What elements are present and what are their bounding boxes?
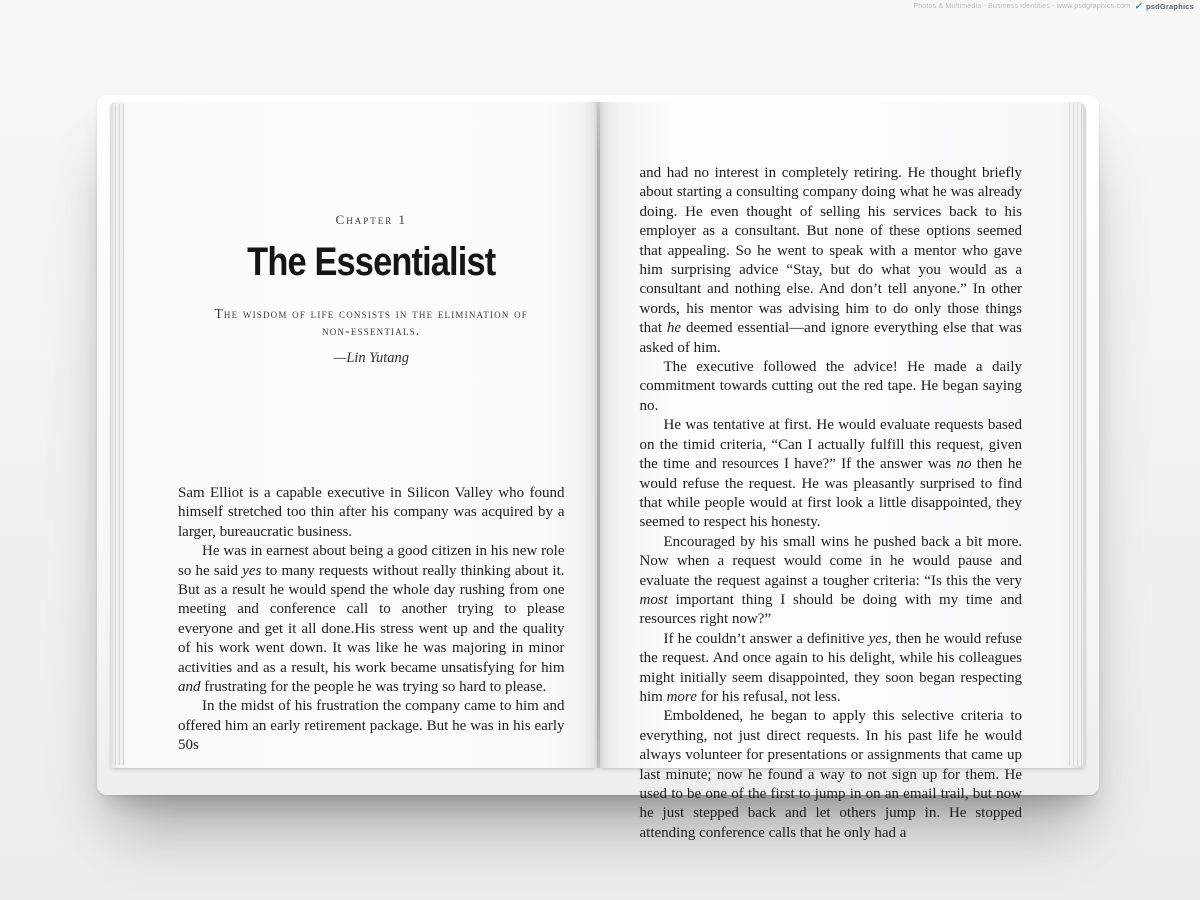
paragraph: and had no interest in completely retiring. He thought briefly about starting a consulting company doing what he was already doing. He even thought of selling his services back to his employer as a consultant. But none of these options seemed that appealing. So he went to speak with a mentor who gave him surprising advice “Stay, but do what you would as a consultant and nothing else. And don’t tell anyone.” In other words, his mentor was advising him to do only those things that he deemed essential—and ignore everything else that was asked of him. — [639, 165, 1022, 356]
paragraph: He was tentative at first. He would evaluate requests based on the timid criteria, “Can I actually fulfill this request, given the time and resources I have?” If the answer was no then he would refuse the request. He was pleasantly surprised to find that while people would at first look a little disappointed, they seemed to respect his honesty. — [639, 417, 1023, 531]
watermark — [913, 2, 1194, 11]
right-page — [600, 102, 1087, 841]
watermark-text: Photos & Multimedia - Business identities - www.psdgraphics.com — [913, 3, 1131, 10]
epigraph-attribution: —Lin Yutang — [333, 350, 410, 366]
left-page-body — [178, 484, 565, 756]
psdgraphics-logo-icon: ✓ — [1134, 1, 1142, 11]
right-page-content — [639, 102, 1023, 841]
watermark-brand: psdGraphics — [1145, 2, 1194, 11]
paragraph: Encouraged by his small wins he pushed back a bit more. Now when a request would come in he would pause and evaluate the request against a tougher criteria: “Is this the very most important thing I should be doing with my time and resources right now?” — [639, 533, 1022, 628]
paragraph: Sam Elliot is a capable executive in Silicon Valley who found himself stretched too thin after his company was acquired by a larger, bureaucratic business. — [178, 485, 565, 540]
left-page-content — [178, 102, 565, 768]
left-page — [110, 102, 597, 768]
paragraph: He was in earnest about being a good citizen in his new role so he said yes to many requests without really thinking about it. But as a result he would spend the whole day rushing from one meeting and conference call to another trying to please everyone and get it all done.His stress went up and the quality of his work went down. It was like he was majoring in minor activities and as a result, his work became unsatisfying for him and frustrating for the people he was trying so hard to please. — [178, 543, 565, 696]
page-spread — [110, 102, 1086, 841]
paragraph: Emboldened, he began to apply this selective criteria to everything, not just direct requests. In his past life he would always volunteer for presentations or assignments that came up last minute; now he found a way to not sign up for them. He used to be one of the first to jump in on an email trail, but now he just stepped back and let others jump in. He stopped attending conference calls that he only had a — [639, 708, 1022, 841]
right-page-stack-edge — [1069, 103, 1083, 766]
chapter-title: The Essentialist — [247, 240, 496, 284]
paragraph: If he couldn’t answer a definitive yes, then he would refuse the request. And once again to his delight, while his colleagues might initially seem disappointed, they soon began respecting him more for his refusal, not less. — [639, 630, 1022, 705]
left-page-stack-edge — [114, 104, 125, 765]
chapter-label: Chapter 1 — [335, 212, 407, 227]
right-page-body — [640, 164, 1023, 843]
paragraph: The executive followed the advice! He made a daily commitment towards cutting out the red tape. He began saying no. — [639, 359, 1022, 414]
open-book — [97, 95, 1099, 841]
paragraph: In the midst of his frustration the company came to him and offered him an early retirement package. But he was in his early 50s — [178, 698, 565, 754]
epigraph: The wisdom of life consists in the elimination of non-essentials. — [214, 306, 529, 338]
